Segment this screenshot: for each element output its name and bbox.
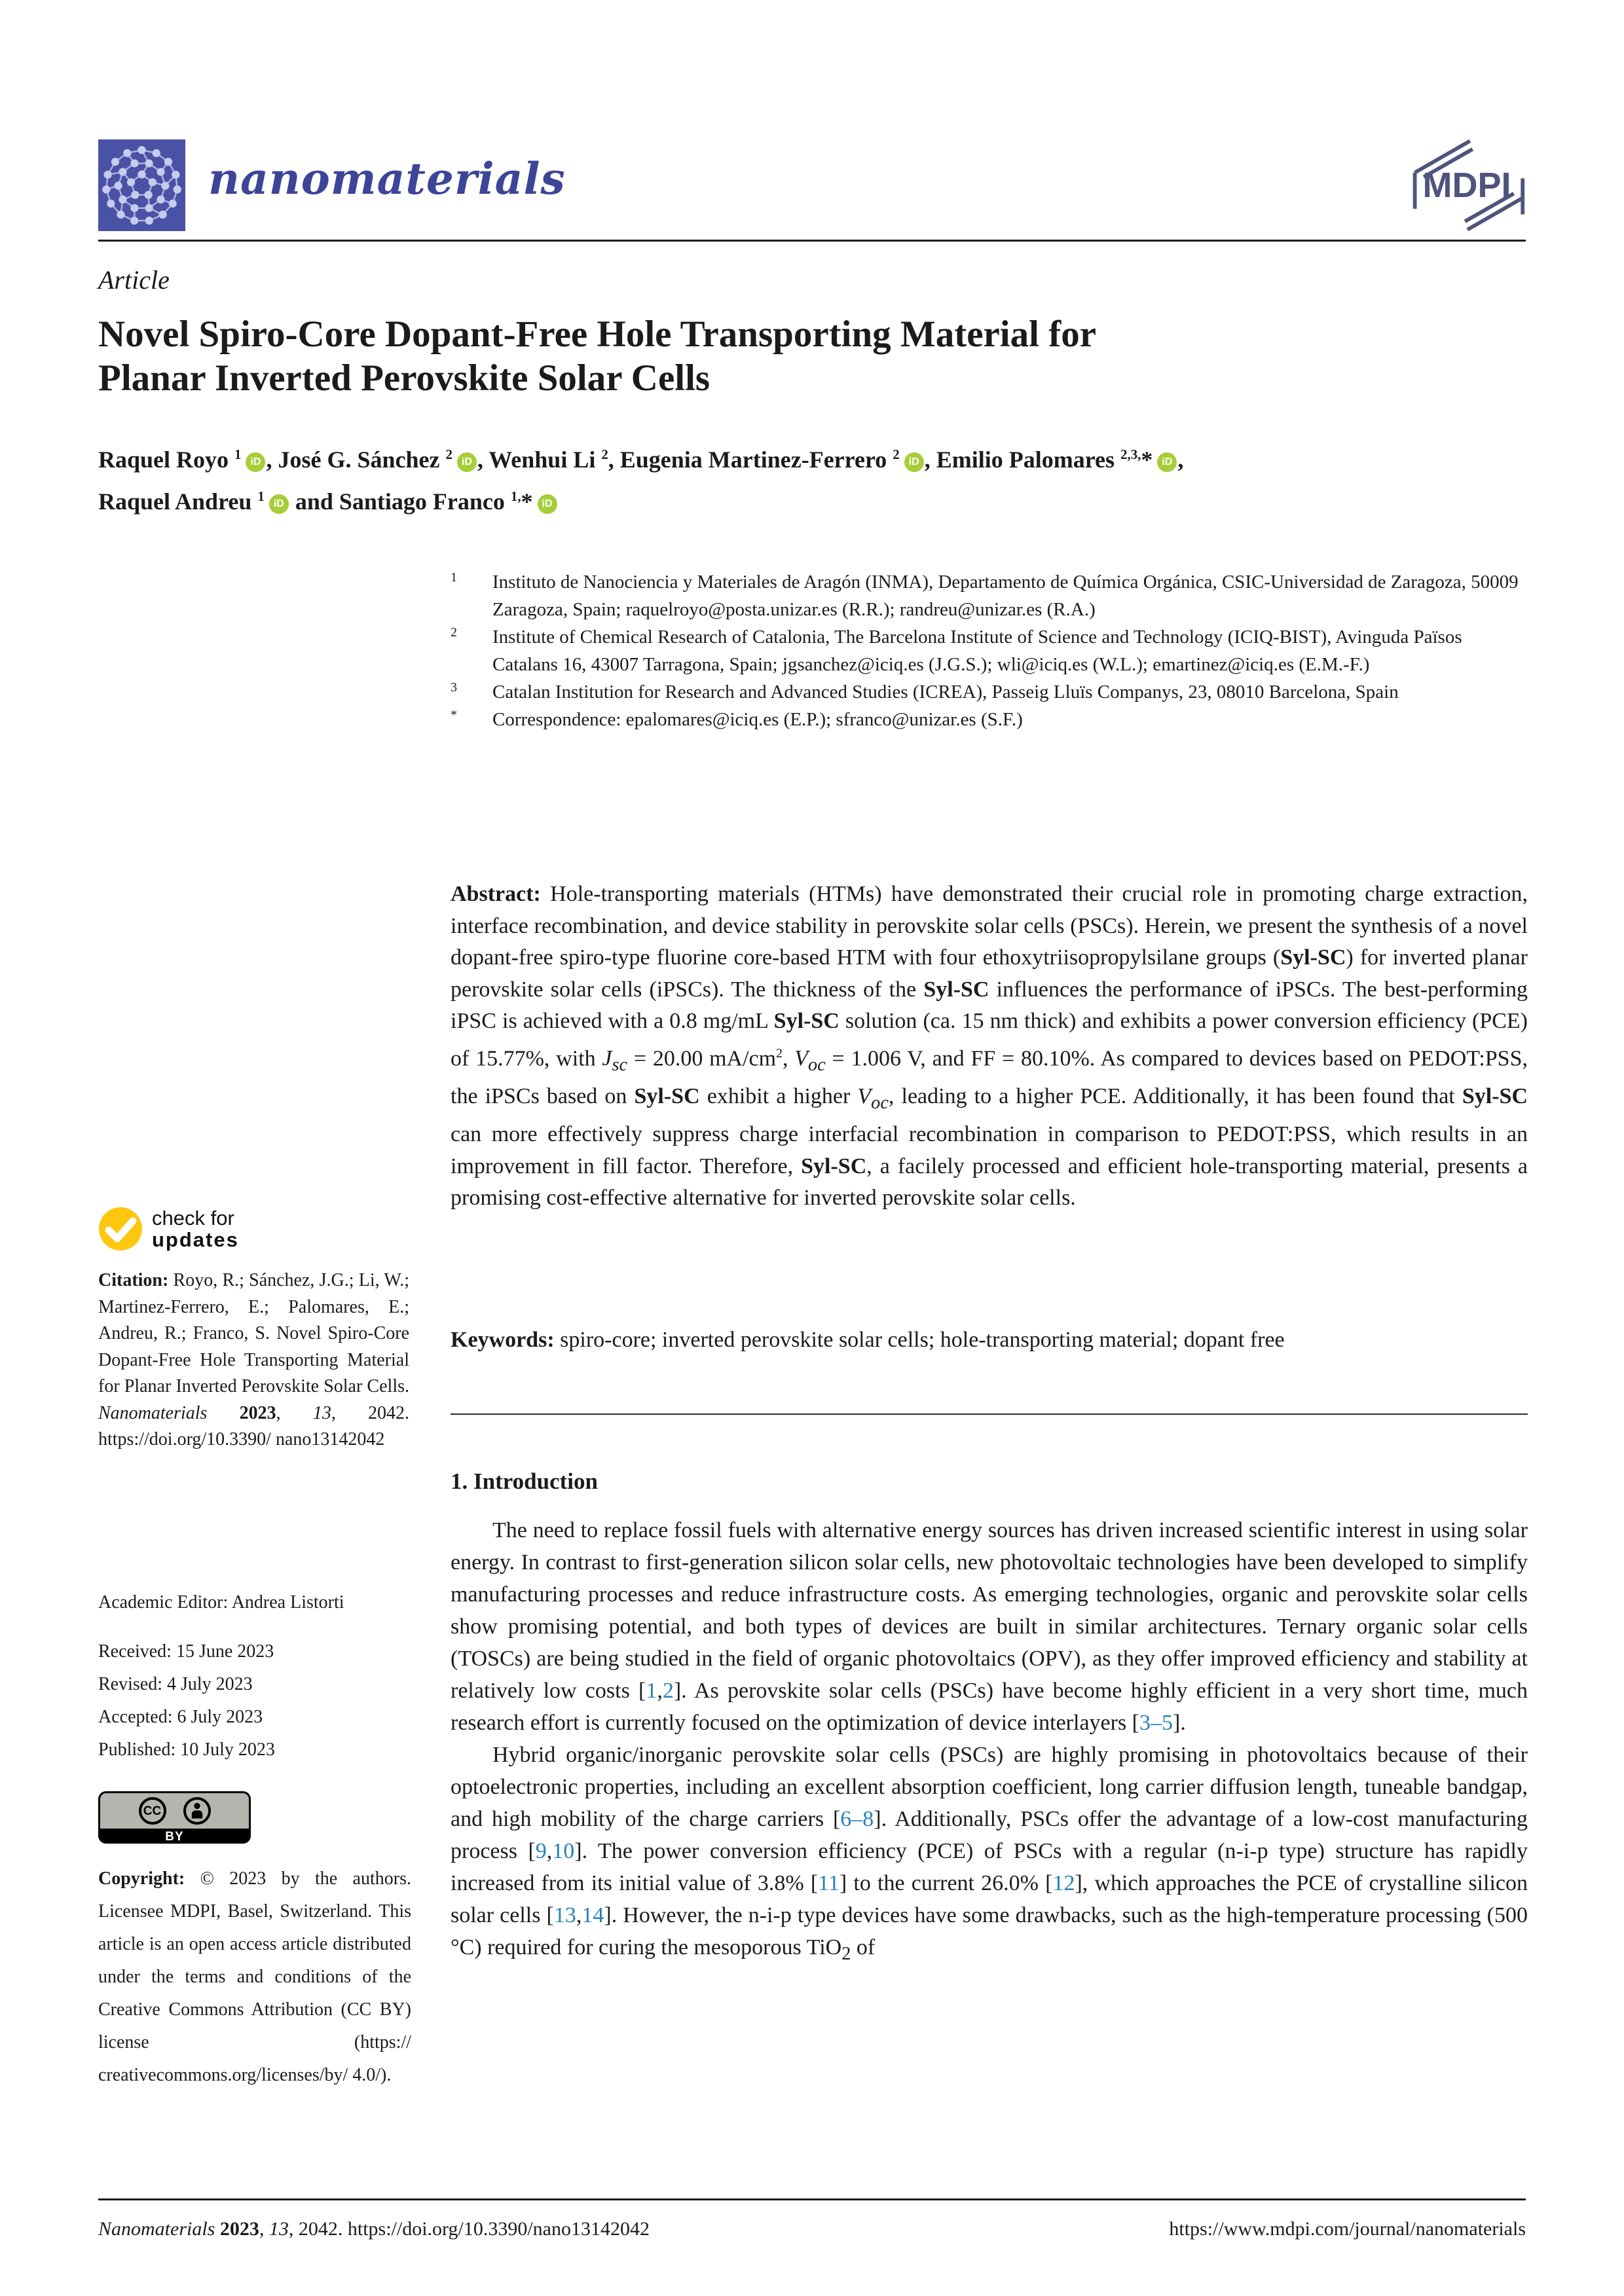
published-date: Published: 10 July 2023: [98, 1740, 275, 1760]
email-link[interactable]: epalomares@iciq.es: [625, 709, 779, 730]
license-link[interactable]: https:// creativecommons.org/licenses/by/ 4.0/: [98, 2032, 411, 2085]
authors-line: Raquel Andreu $^1$ iD and Santiago Franco $^{1,}$* iD: [98, 478, 1539, 520]
citation-ref[interactable]: 14: [581, 1903, 604, 1927]
citation-ref[interactable]: 2: [662, 1679, 674, 1703]
copyright-note: Copyright: © 2023 by the authors. Licensee MDPI, Basel, Switzerland. This article is an open access article distributed under the terms and conditions of the Creative Commons Attribution (CC BY) license (https:// creativecommons.org/licenses/by/ 4.0/).: [98, 1868, 411, 2085]
page-title-line: Novel Spiro-Core Dopant-Free Hole Transporting Material for: [98, 314, 1096, 355]
citation-note: Citation: Royo, R.; Sánchez, J.G.; Li, W.; Martinez-Ferrero, E.; Palomares, E.; Andreu, R.; Franco, S. Novel Spiro-Core Dopant-Free Hole Transporting Material for Planar Inverted Perovskite Solar Cells. Nanomaterials 2023, 13, 2042. https://doi.org/10.3390/ nano13142042: [98, 1270, 410, 1449]
abstract: Abstract: Hole-transporting materials (HTMs) have demonstrated their crucial role in promoting charge extraction, interface recombination, and device stability in perovskite solar cells (PSCs). Herein, we present the synthesis of a novel dopant-free spiro-type fluorine core-based HTM with four ethoxytriisopropylsilane groups (Syl-SC) for inverted planar perovskite solar cells (iPSCs). The thickness of the Syl-SC influences the performance of iPSCs. The best-performing iPSC is achieved with a 0.8 mg/mL Syl-SC solution (ca. 15 nm thick) and exhibits a power conversion efficiency (PCE) of 15.77%, with $J_{sc} = 20.00$ $mA/cm^2$, $V_{oc} = 1.006$ V, and FF = 80.10%. As compared to devices based on PEDOT:PSS, the iPSCs based on Syl-SC exhibit a higher $V_{oc}$, leading to a higher PCE. Additionally, it has been found that Syl-SC can more effectively suppress charge interfacial recombination in comparison to PEDOT:PSS, which results in an improvement in fill factor. Therefore, Syl-SC, a facilely processed and efficient hole-transporting material, presents a promising cost-effective alternative for inverted perovskite solar cells.: [451, 882, 1528, 1211]
orcid-icon[interactable]: iD: [1157, 452, 1177, 472]
article-type-label: Article: [98, 265, 170, 295]
affiliation-row: [451, 678, 1531, 706]
journal-name: nanomaterials: [208, 153, 566, 204]
keywords-rule: [451, 1413, 1528, 1415]
affiliation-text: Correspondence: epalomares@iciq.es (E.P.); sfranco@unizar.es (S.F.): [492, 709, 1023, 730]
affiliation-row: [451, 568, 1531, 623]
authors-line: Raquel Royo $^1$ iD , José G. Sánchez $^2$ iD , Wenhui Li $^2$, Eugenia Martinez-Ferrero $^2$ iD , Emilio Palomares $^{2,3,}$* iD ,: [98, 446, 1184, 473]
doi-link[interactable]: https://doi.org/10.3390/ nano13142042: [98, 1429, 385, 1449]
doi-link[interactable]: https://doi.org/10.3390/nano13142042: [347, 2218, 650, 2240]
footer-rule: [98, 2198, 1526, 2200]
page-title-line: Planar Inverted Perovskite Solar Cells: [98, 357, 710, 399]
intro-paragraph: Hybrid organic/inorganic perovskite solar cells (PSCs) are highly promising in photovoltaics because of their optoelectronic properties, including an excellent absorption coefficient, long carrier diffusion length, tuneable bandgap, and high mobility of the charge carriers [6–8]. Additionally, PSCs offer the advantage of a low-cost manufacturing process [9,10]. The power conversion efficiency (PCE) of PSCs with a regular (n-i-p type) structure has rapidly increased from its initial value of 3.8% [11] to the current 26.0% [12], which approaches the PCE of crystalline silicon solar cells [13,14]. However, the n-i-p type devices have some drawbacks, such as the high-temperature processing (500 °C) required for curing the mesoporous TiO$_2$ of: [451, 1743, 1528, 1964]
mdpi-logo-text: MDPI: [1422, 166, 1511, 205]
footer: [98, 2218, 1526, 2240]
footer-journal-url[interactable]: https://www.mdpi.com/journal/nanomaterials: [1169, 2218, 1526, 2240]
email-link[interactable]: emartinez@iciq.es: [1153, 654, 1295, 675]
fullerene-icon: [98, 139, 185, 231]
academic-editor-note: Academic Editor: Andrea Listorti: [98, 1592, 344, 1613]
history-dates: [98, 1635, 409, 1766]
affiliation-marker: 1: [451, 570, 457, 585]
cc-icon: CC: [139, 1797, 166, 1825]
email-link[interactable]: sfranco@unizar.es: [836, 709, 976, 730]
orcid-icon[interactable]: iD: [538, 494, 557, 514]
citation-ref[interactable]: 1: [646, 1679, 657, 1703]
accepted-date: Accepted: 6 July 2023: [98, 1707, 263, 1727]
citation-ref[interactable]: 11: [818, 1871, 840, 1895]
affiliation-marker: 3: [451, 680, 457, 695]
person-icon: [183, 1797, 211, 1825]
citation-ref[interactable]: 12: [1052, 1871, 1075, 1895]
affiliation-marker: *: [451, 708, 457, 722]
authors: [98, 436, 1539, 520]
header-rule: [98, 240, 1526, 242]
keywords: Keywords: spiro-core; inverted perovskite solar cells; hole-transporting material; dopant free: [451, 1328, 1285, 1352]
footer-citation: Nanomaterials 2023, 13, 2042. https://doi.org/10.3390/nano13142042: [98, 2218, 650, 2240]
check-for-updates-label: check for updates: [152, 1207, 239, 1251]
citation-ref[interactable]: 6–8: [840, 1807, 874, 1831]
citation-ref[interactable]: 13: [553, 1903, 576, 1927]
affiliation-text: Institute of Chemical Research of Catalonia, The Barcelona Institute of Science and Technology (ICIQ-BIST), Avinguda Països Catalans 16, 43007 Tarragona, Spain; jgsanchez@iciq.es (J.G.S.); wli@iciq.es (W.L.); emartinez@iciq.es (E.M.-F.): [492, 627, 1462, 675]
check-for-updates-badge[interactable]: [98, 1207, 239, 1251]
check-icon: [98, 1207, 143, 1251]
section-heading-introduction: 1. Introduction: [451, 1468, 598, 1494]
affiliation-text: Instituto de Nanociencia y Materiales de Aragón (INMA), Departamento de Química Orgánica, CSIC-Universidad de Zaragoza, 50009 Zaragoza, Spain; raquelroyo@posta.unizar.es (R.R.); randreu@unizar.es (R.A.): [492, 572, 1519, 620]
introduction-section: [451, 1468, 1528, 1970]
citation-ref[interactable]: 9: [535, 1839, 547, 1863]
affiliation-row: [451, 623, 1531, 678]
page-title: [98, 312, 1539, 400]
citation-ref[interactable]: 3–5: [1139, 1711, 1173, 1735]
affiliation-row: [451, 706, 1531, 733]
orcid-icon[interactable]: iD: [457, 452, 477, 472]
by-label: BY: [100, 1829, 249, 1844]
mdpi-logo: [1407, 136, 1527, 234]
orcid-icon[interactable]: iD: [904, 452, 924, 472]
citation-ref[interactable]: 10: [552, 1839, 575, 1863]
email-link[interactable]: wli@iciq.es: [997, 654, 1088, 675]
cc-by-badge[interactable]: [98, 1791, 251, 1844]
email-link[interactable]: jgsanchez@iciq.es: [782, 654, 924, 675]
received-date: Received: 15 June 2023: [98, 1641, 274, 1662]
affiliation-text: Catalan Institution for Research and Advanced Studies (ICREA), Passeig Lluïs Companys, 23, 08010 Barcelona, Spain: [492, 682, 1399, 702]
email-link[interactable]: randreu@unizar.es: [899, 599, 1043, 620]
affiliation-marker: 2: [451, 625, 457, 640]
journal-logo: [98, 139, 185, 231]
intro-paragraph: The need to replace fossil fuels with alternative energy sources has driven increased scientific interest in using solar energy. In contrast to first-generation silicon solar cells, new photovoltaic technologies have been developed to simplify manufacturing processes and reduce infrastructure costs. As emerging technologies, organic and perovskite solar cells show promising potential, and both types of devices are built in similar architectures. Ternary organic solar cells (TOSCs) are being studied in the field of organic photovoltaics (OPV), as they offer improved efficiency and stability at relatively low costs [1,2]. As perovskite solar cells (PSCs) have become highly efficient in a very short time, much research effort is currently focused on the optimization of device interlayers [3–5].: [451, 1518, 1528, 1735]
affiliations-list: [451, 568, 1531, 733]
orcid-icon[interactable]: iD: [269, 494, 289, 514]
orcid-icon[interactable]: iD: [246, 452, 265, 472]
email-link[interactable]: raquelroyo@posta.unizar.es: [625, 599, 838, 620]
revised-date: Revised: 4 July 2023: [98, 1674, 253, 1694]
